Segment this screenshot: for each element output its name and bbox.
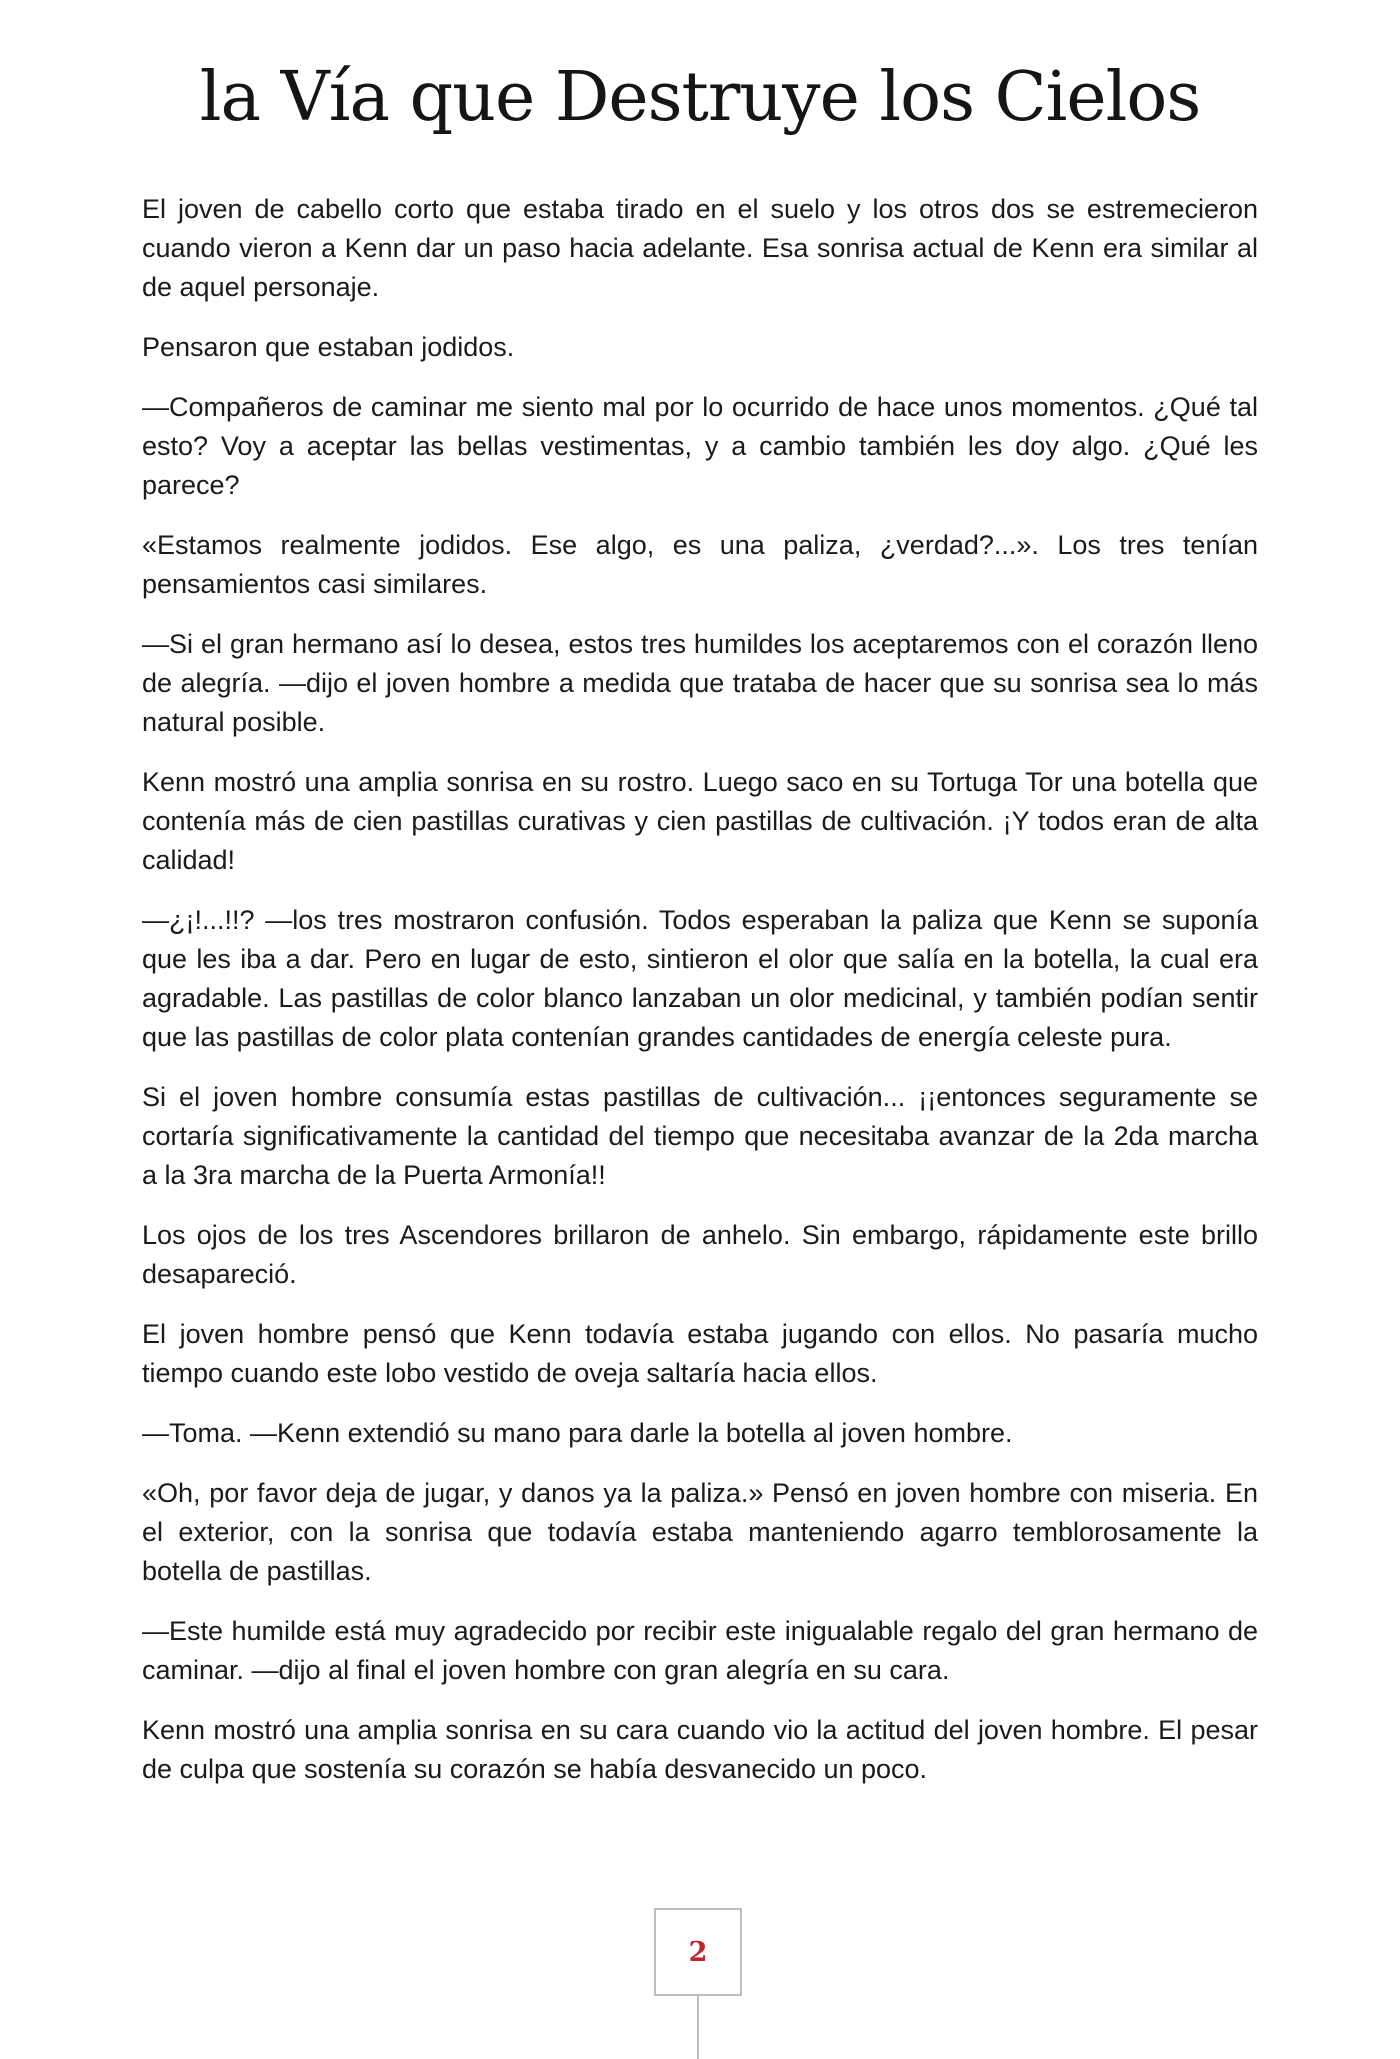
paragraph: —Toma. —Kenn extendió su mano para darle la botella al joven hombre.	[142, 1418, 1013, 1448]
paragraph: «Estamos realmente jodidos. Ese algo, es una paliza, ¿verdad?...». Los tres tenían pensamientos casi similares.	[142, 530, 1258, 599]
page-number: 2	[688, 1936, 708, 1968]
paragraph: Los ojos de los tres Ascendores brillaron de anhelo. Sin embargo, rápidamente este brillo desapareció.	[142, 1220, 1258, 1289]
paragraph: Kenn mostró una amplia sonrisa en su rostro. Luego saco en su Tortuga Tor una botella que contenía más de cien pastillas curativas y cien pastillas de cultivación. ¡Y todos eran de alta calidad!	[142, 767, 1258, 875]
body-text	[142, 190, 1258, 1810]
paragraph: El joven hombre pensó que Kenn todavía estaba jugando con ellos. No pasaría mucho tiempo cuando este lobo vestido de oveja saltaría hacia ellos.	[142, 1319, 1258, 1388]
paragraph: Si el joven hombre consumía estas pastillas de cultivación... ¡¡entonces seguramente se cortaría significativamente la cantidad del tiempo que necesitaba avanzar de la 2da marcha a la 3ra marcha de la Puerta Armonía!!	[142, 1082, 1258, 1190]
paragraph: —¿¡!...!!? —los tres mostraron confusión. Todos esperaban la paliza que Kenn se suponía que les iba a dar. Pero en lugar de esto, sintieron el olor que salía en la botella, la cual era agradable. Las pastillas de color blanco lanzaban un olor medicinal, y también podían sentir que las pastillas de color plata contenían grandes cantidades de energía celeste pura.	[142, 905, 1258, 1052]
paragraph: El joven de cabello corto que estaba tirado en el suelo y los otros dos se estremecieron cuando vieron a Kenn dar un paso hacia adelante. Esa sonrisa actual de Kenn era similar al de aquel personaje.	[142, 194, 1258, 302]
page-title: la Vía que Destruye los Cielos	[199, 58, 1201, 137]
paragraph: Pensaron que estaban jodidos.	[142, 332, 515, 362]
paragraph: —Si el gran hermano así lo desea, estos tres humildes los aceptaremos con el corazón lleno de alegría. —dijo el joven hombre a medida que trataba de hacer que su sonrisa sea lo más natural posible.	[142, 629, 1258, 737]
page-number-stem	[697, 1996, 699, 2059]
paragraph: «Oh, por favor deja de jugar, y danos ya la paliza.» Pensó en joven hombre con miseria. En el exterior, con la sonrisa que todavía estaba manteniendo agarro temblorosamente la botella de pastillas.	[142, 1478, 1258, 1586]
paragraph: Kenn mostró una amplia sonrisa en su cara cuando vio la actitud del joven hombre. El pesar de culpa que sostenía su corazón se había desvanecido un poco.	[142, 1715, 1258, 1784]
page-number-box	[654, 1908, 742, 1996]
paragraph: —Compañeros de caminar me siento mal por lo ocurrido de hace unos momentos. ¿Qué tal esto? Voy a aceptar las bellas vestimentas, y a cambio también les doy algo. ¿Qué les parece?	[142, 392, 1258, 500]
paragraph: —Este humilde está muy agradecido por recibir este inigualable regalo del gran hermano de caminar. —dijo al final el joven hombre con gran alegría en su cara.	[142, 1616, 1258, 1685]
